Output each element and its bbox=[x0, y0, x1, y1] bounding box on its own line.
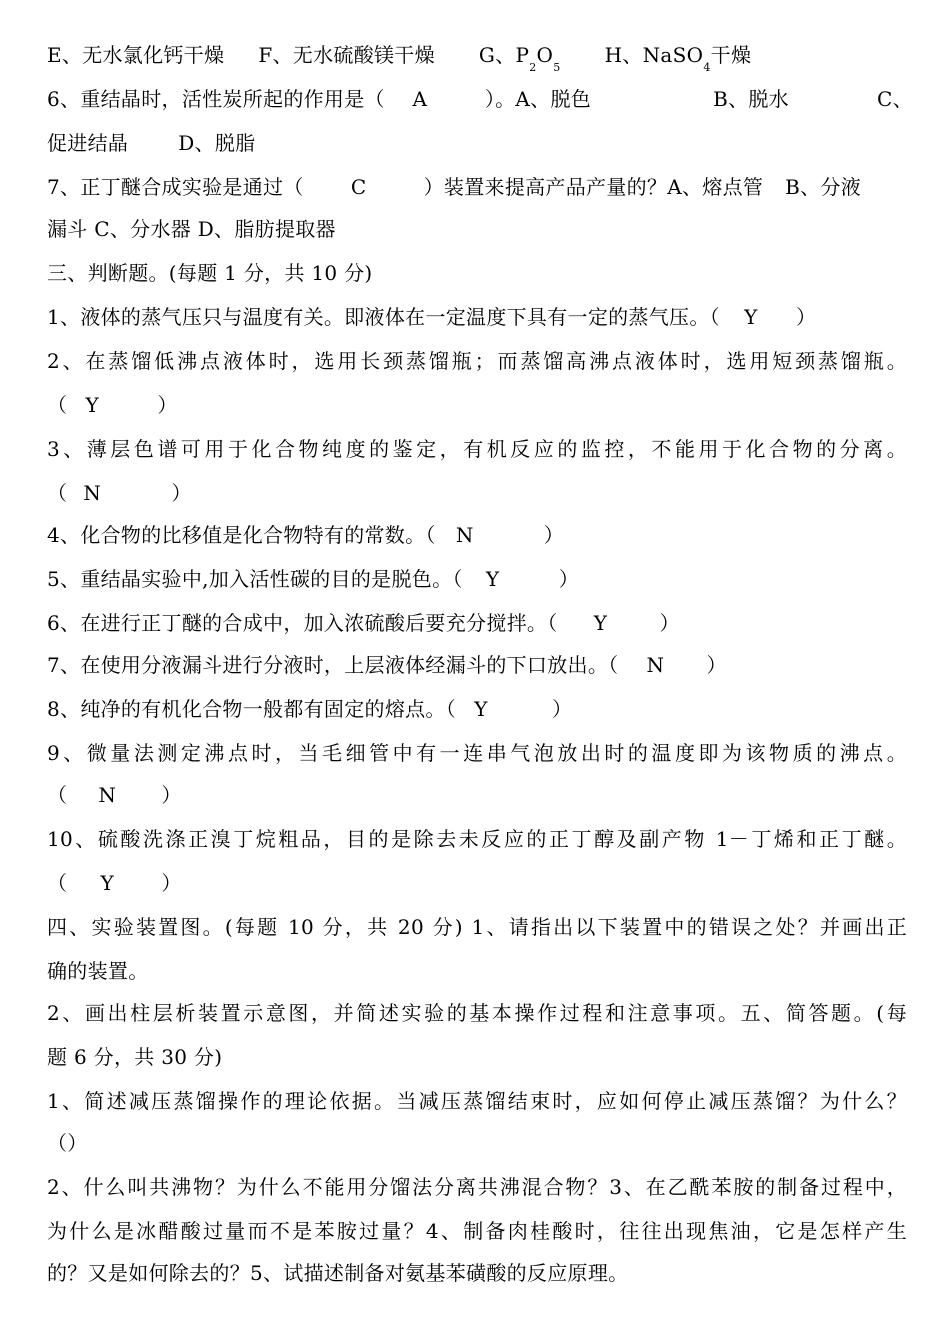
question-6-options-line: 促进结晶 D、脱脂 bbox=[47, 131, 256, 155]
option-h: H、NaSO$_4$干燥 bbox=[604, 43, 752, 74]
section-4-line-2: 确的装置。 bbox=[47, 959, 149, 983]
judge-4-line: 4、化合物的比移值是化合物特有的常数。（ N ） bbox=[47, 520, 907, 550]
judge-2-answer-line: （ Y ） bbox=[47, 390, 907, 420]
answer-mark: N bbox=[83, 481, 102, 505]
answer-mark: A bbox=[412, 87, 428, 111]
answer-mark: C bbox=[350, 175, 367, 199]
question-7-line: 7、正丁醚合成实验是通过（ C ）装置来提高产品产量的？A、熔点管 B、分液 bbox=[47, 172, 907, 202]
judge-5-line: 5、重结晶实验中,加入活性碳的目的是脱色。（ Y ） bbox=[47, 564, 907, 594]
answer-mark: Y bbox=[85, 393, 100, 417]
answer-mark: N bbox=[455, 523, 474, 547]
short-answer-2-line-3: 的？又是如何除去的？5、试描述制备对氨基苯磺酸的反应原理。 bbox=[47, 1261, 629, 1285]
option-e: E、无水氯化钙干燥 bbox=[47, 43, 225, 67]
short-answer-2-line-2: 为什么是冰醋酸过量而不是苯胺过量？4、制备肉桂酸时，往往出现焦油，它是怎样产生 bbox=[47, 1219, 907, 1243]
section-4-heading: 四、实验装置图。(每题 10 分，共 20 分) 1、请指出以下装置中的错误之处？并画出正 bbox=[47, 915, 907, 939]
judge-6-line: 6、在进行正丁醚的合成中，加入浓硫酸后要充分搅拌。（ Y ） bbox=[47, 608, 907, 638]
answer-mark: Y bbox=[474, 697, 488, 721]
answer-mark: N bbox=[646, 653, 665, 677]
judge-9-answer-line: （ N ） bbox=[47, 780, 907, 810]
question-7-options-line: 漏斗 C、分水器 D、脂肪提取器 bbox=[47, 217, 336, 241]
answer-mark: N bbox=[98, 783, 117, 807]
section-5-heading-cont: 题 6 分，共 30 分) bbox=[47, 1045, 223, 1069]
section-3-heading: 三、判断题。(每题 1 分，共 10 分) bbox=[47, 261, 373, 285]
answer-mark: Y bbox=[100, 871, 115, 895]
answer-mark: Y bbox=[744, 305, 758, 329]
short-answer-2-line-1: 2、什么叫共沸物？为什么不能用分馏法分离共沸混合物？3、在乙酰苯胺的制备过程中， bbox=[47, 1175, 907, 1199]
question-6-line: 6、重结晶时，活性炭所起的作用是（ A ）。A、脱色 B、脱水 C、 bbox=[47, 84, 907, 114]
answer-mark: Y bbox=[485, 567, 500, 591]
judge-10-line: 10、硫酸洗涤正溴丁烷粗品，目的是除去未反应的正丁醇及副产物 1－丁烯和正丁醚。 bbox=[47, 827, 907, 851]
judge-1-line: 1、液体的蒸气压只与温度有关。即液体在一定温度下具有一定的蒸气压。（ Y ） bbox=[47, 302, 907, 332]
judge-10-answer-line: （ Y ） bbox=[47, 868, 907, 898]
judge-2-line: 2、在蒸馏低沸点液体时，选用长颈蒸馏瓶；而蒸馏高沸点液体时，选用短颈蒸馏瓶。 bbox=[47, 349, 907, 373]
answer-mark: Y bbox=[593, 611, 608, 635]
short-answer-1-blank: （） bbox=[47, 1131, 88, 1155]
judge-3-line: 3、薄层色谱可用于化合物纯度的鉴定，有机反应的监控，不能用于化合物的分离。 bbox=[47, 437, 907, 461]
line-drying-options bbox=[47, 40, 907, 74]
short-answer-1: 1、简述减压蒸馏操作的理论依据。当减压蒸馏结束时，应如何停止减压蒸馏？为什么？ bbox=[47, 1089, 907, 1113]
section-4-question-2: 2、画出柱层析装置示意图，并简述实验的基本操作过程和注意事项。五、简答题。(每 bbox=[47, 1001, 907, 1025]
judge-7-line: 7、在使用分液漏斗进行分液时，上层液体经漏斗的下口放出。（ N ） bbox=[47, 650, 907, 680]
judge-8-line: 8、纯净的有机化合物一般都有固定的熔点。（ Y ） bbox=[47, 694, 907, 724]
option-g: G、$P_2O_5$ bbox=[478, 43, 561, 74]
option-f: F、无水硫酸镁干燥 bbox=[258, 43, 435, 67]
judge-9-line: 9、微量法测定沸点时，当毛细管中有一连串气泡放出时的温度即为该物质的沸点。 bbox=[47, 741, 907, 765]
judge-3-answer-line: （ N ） bbox=[47, 478, 907, 508]
